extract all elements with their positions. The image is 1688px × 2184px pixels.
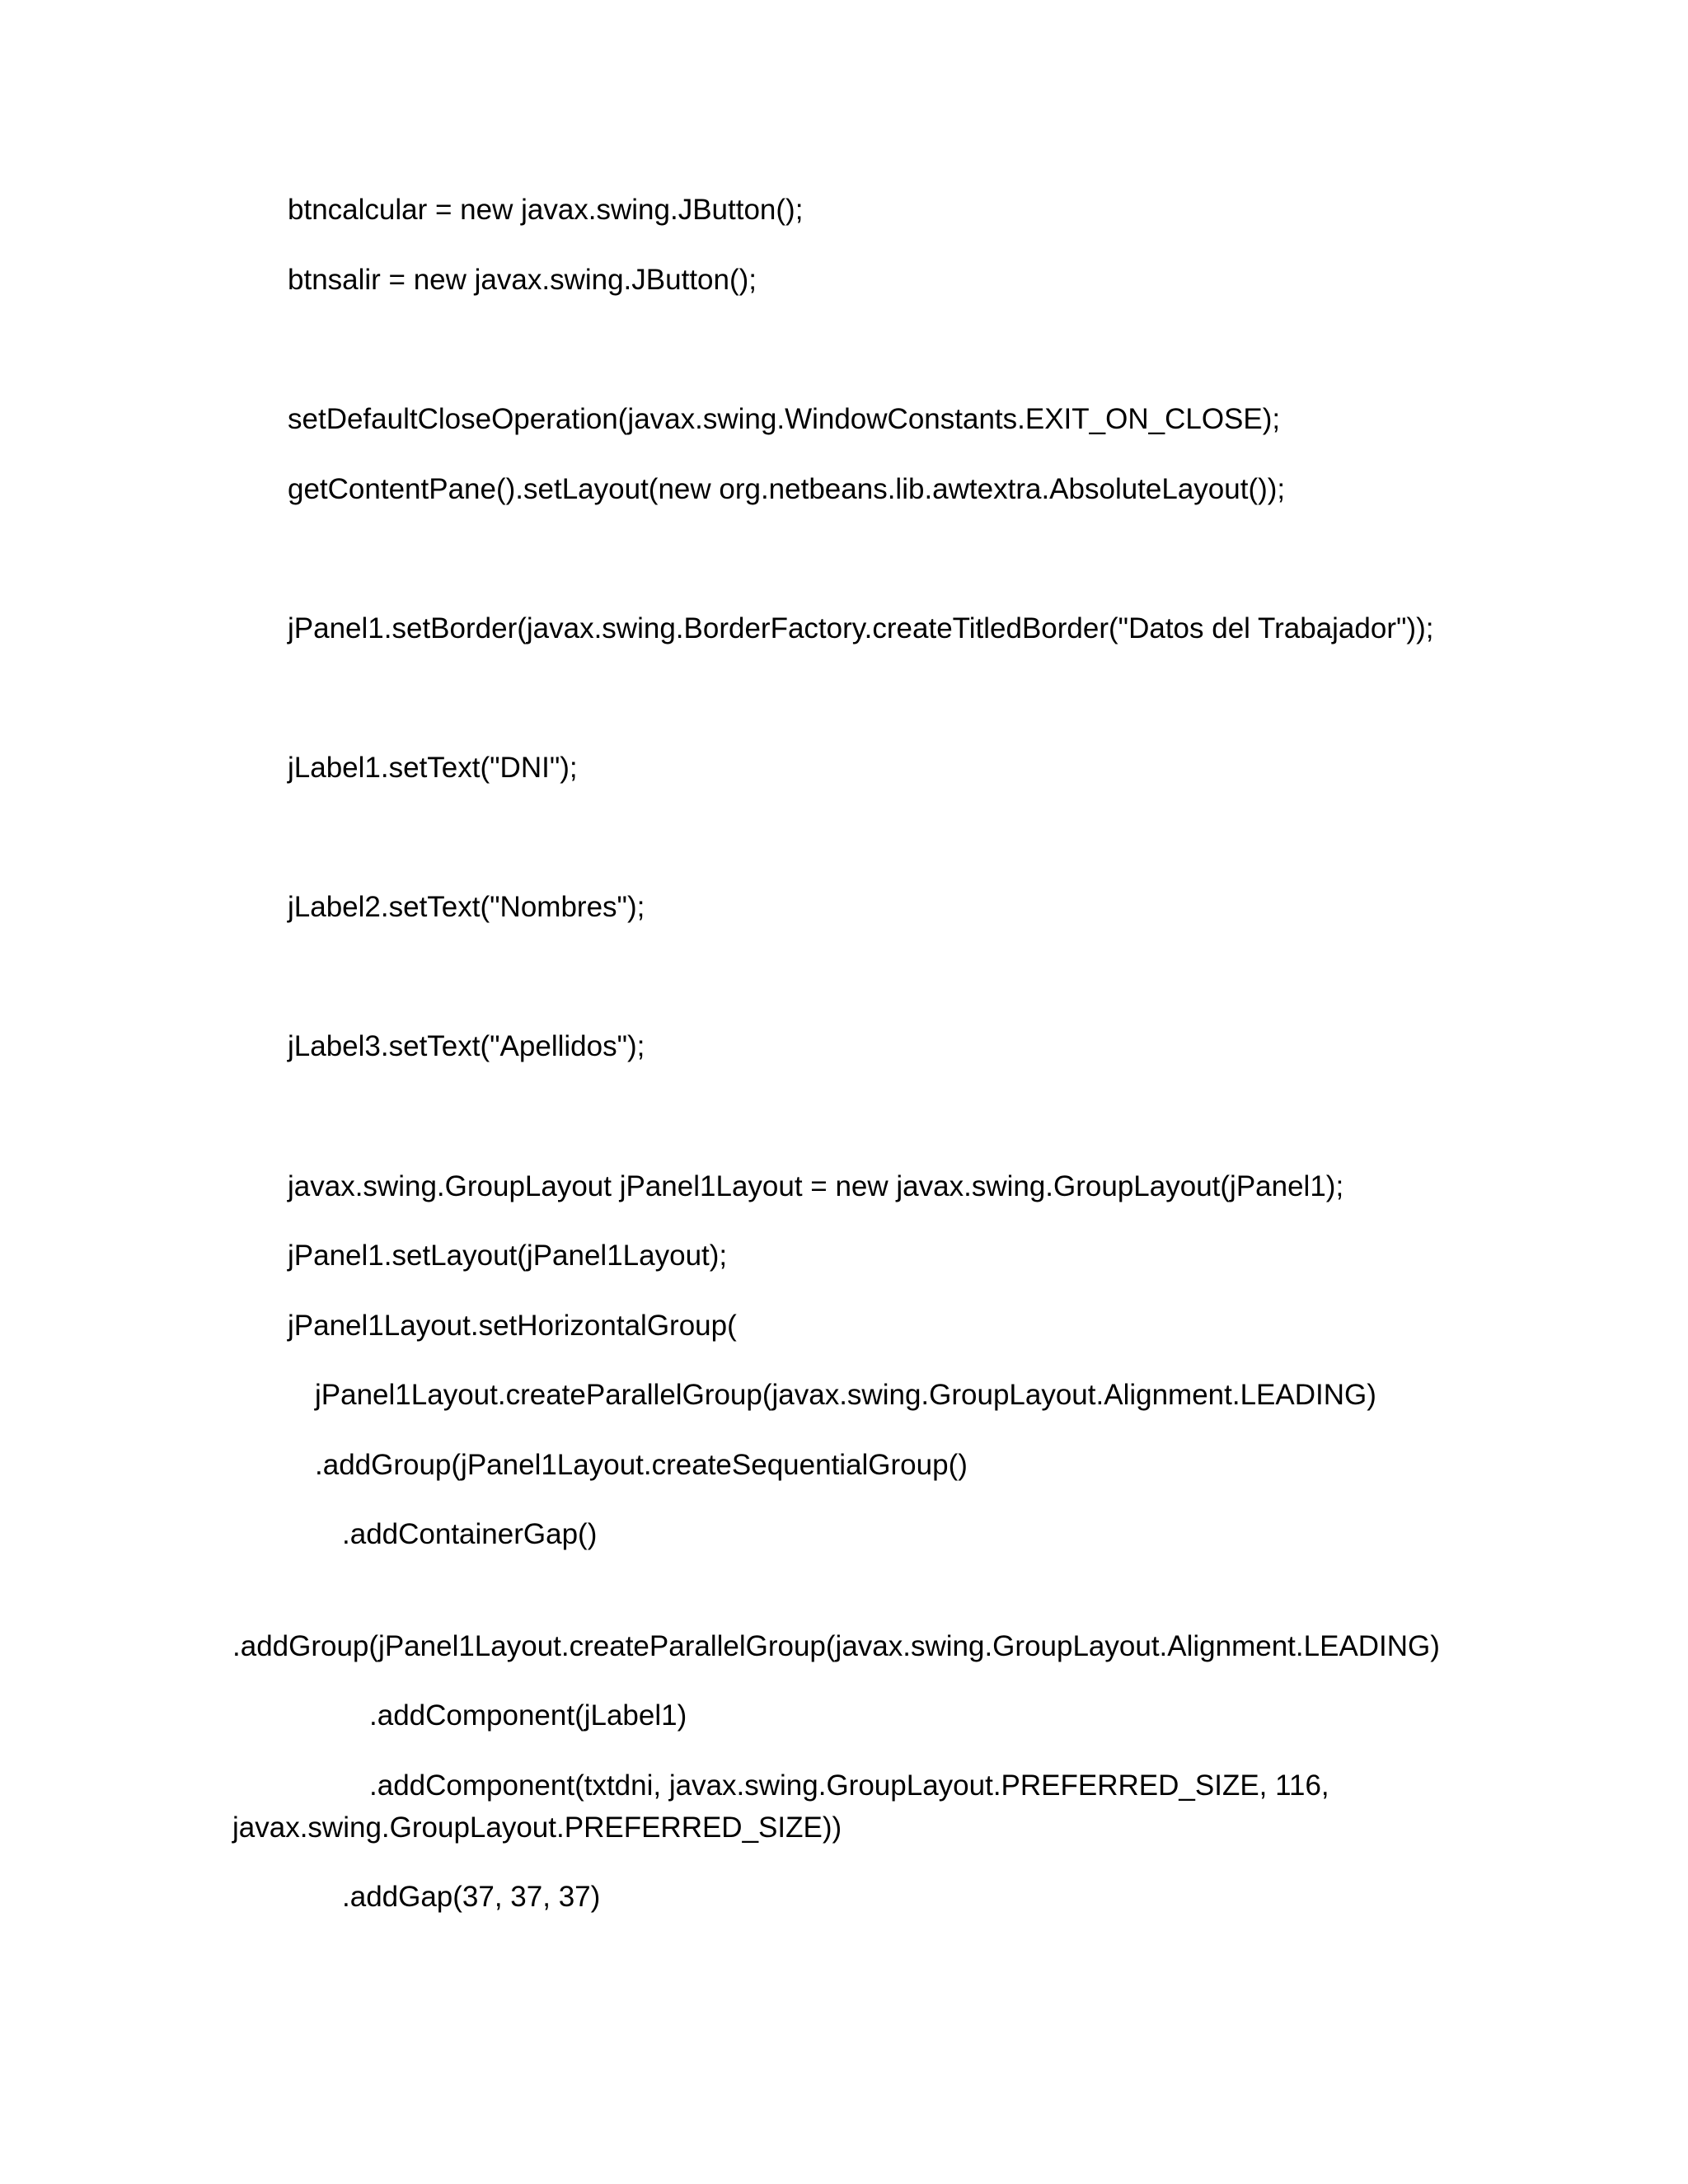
code-line: btnsalir = new javax.swing.JButton(); (288, 264, 757, 296)
code-line: jLabel2.setText("Nombres"); (288, 891, 645, 923)
code-line: jPanel1Layout.setHorizontalGroup( (288, 1310, 737, 1342)
code-line: jPanel1.setBorder(javax.swing.BorderFactory.createTitledBorder("Datos del Trabajador")); (288, 612, 1434, 644)
code-line: jLabel1.setText("DNI"); (288, 752, 578, 784)
code-line: btncalcular = new javax.swing.JButton(); (288, 194, 804, 226)
code-line: javax.swing.GroupLayout jPanel1Layout = new javax.swing.GroupLayout(jPanel1); (288, 1170, 1344, 1202)
code-line: getContentPane().setLayout(new org.netbeans.lib.awtextra.AbsoluteLayout()); (288, 473, 1286, 505)
code-line: .addGroup(jPanel1Layout.createSequentialGroup() (315, 1449, 968, 1481)
code-line: setDefaultCloseOperation(javax.swing.WindowConstants.EXIT_ON_CLOSE); (288, 403, 1281, 435)
code-line: .addContainerGap() (342, 1518, 598, 1550)
code-line: javax.swing.GroupLayout.PREFERRED_SIZE)) (232, 1811, 842, 1844)
code-line: jLabel3.setText("Apellidos"); (288, 1030, 645, 1062)
code-line: .addComponent(jLabel1) (369, 1699, 687, 1732)
code-line: jPanel1Layout.createParallelGroup(javax.swing.GroupLayout.Alignment.LEADING) (315, 1379, 1376, 1411)
code-line: .addComponent(txtdni, javax.swing.GroupLayout.PREFERRED_SIZE, 116, (369, 1769, 1329, 1802)
code-line: jPanel1.setLayout(jPanel1Layout); (288, 1240, 728, 1272)
code-line: .addGroup(jPanel1Layout.createParallelGroup(javax.swing.GroupLayout.Alignment.LEADING) (232, 1630, 1440, 1662)
code-line: .addGap(37, 37, 37) (342, 1881, 601, 1913)
